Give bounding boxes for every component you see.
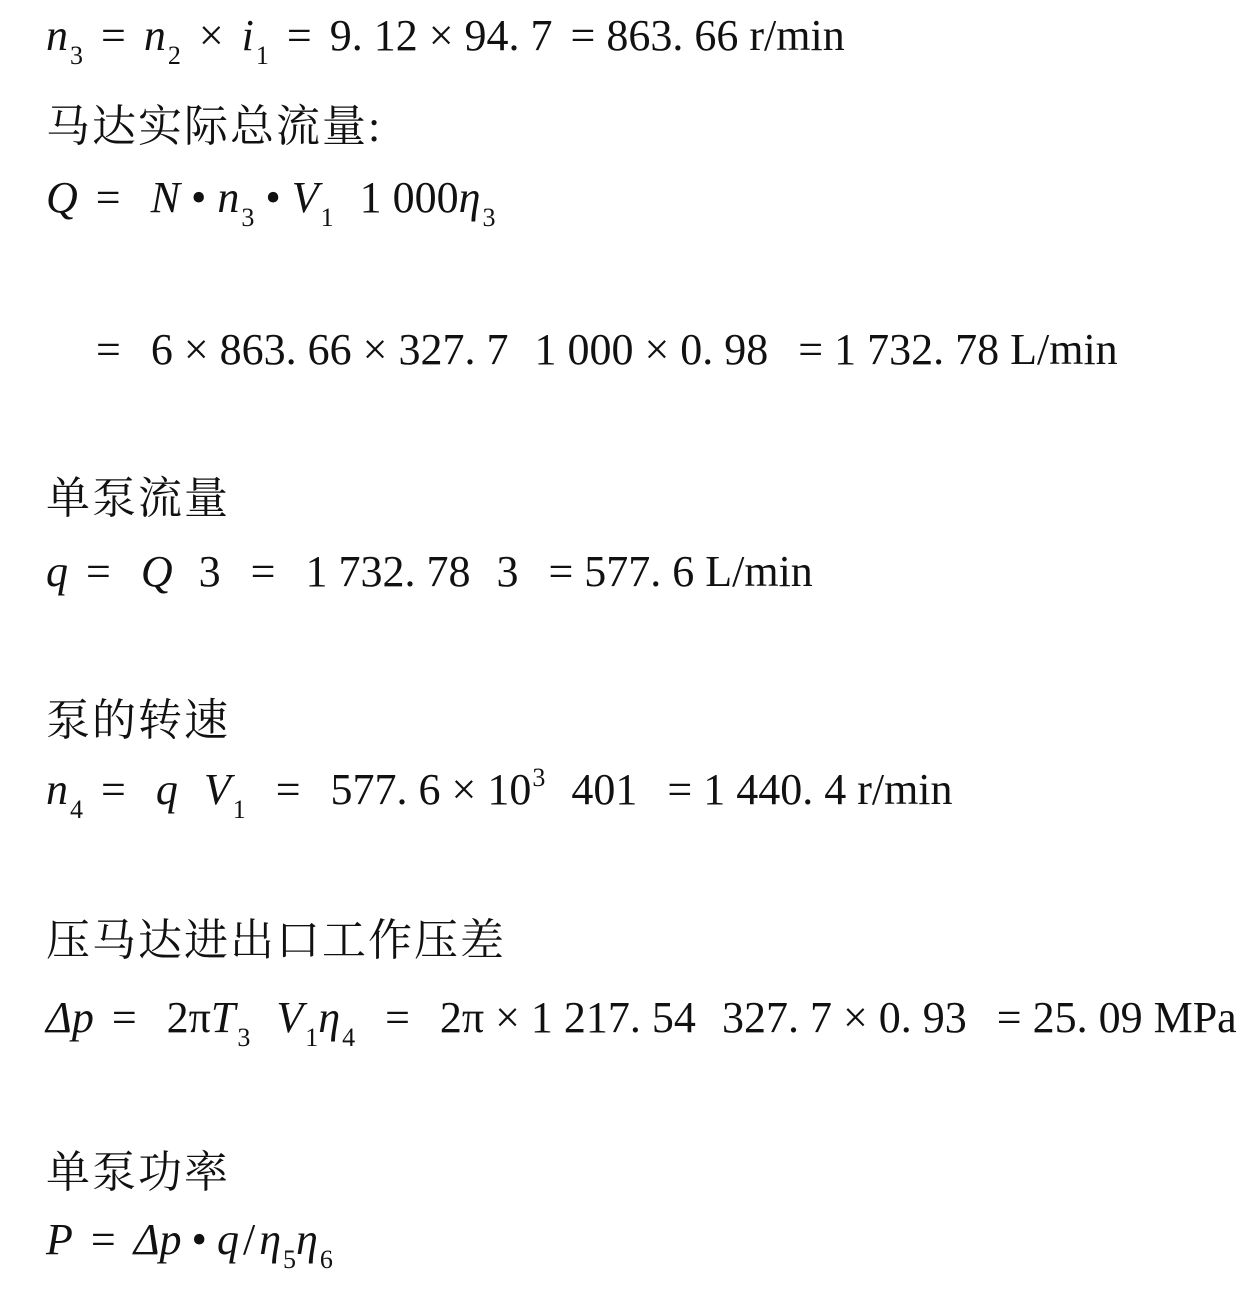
var-eta6: η6: [296, 1215, 333, 1274]
fraction-Q-over-3: [139, 546, 223, 598]
equation-Q-numeric: [96, 324, 1118, 376]
var-i1: i1: [241, 11, 269, 70]
numeric-expression: 9. 12 × 94. 7: [329, 11, 553, 60]
result: = 25. 09 MPa: [996, 993, 1237, 1043]
heading-total-flow: 马达实际总流量:: [46, 102, 383, 151]
slash-operator: /: [242, 1215, 256, 1264]
result: = 577. 6 L/min: [548, 547, 813, 597]
denominator: V1: [203, 765, 246, 824]
equals-sign: =: [96, 325, 121, 375]
numerator: 2πT3: [166, 993, 251, 1052]
numerator: 6 × 863. 66 × 327. 7: [150, 325, 509, 374]
denominator: 3: [496, 547, 519, 596]
numerator: 1 732. 78: [305, 547, 471, 596]
equation-n3: [46, 10, 845, 70]
equation-q: [46, 546, 813, 598]
denominator: 1 000 × 0. 98: [534, 325, 769, 374]
equals-sign: =: [90, 1215, 116, 1264]
var-q: q: [216, 1215, 239, 1264]
result: = 863. 66 r/min: [570, 11, 845, 60]
times-sign: ×: [198, 11, 224, 60]
fraction-numeric: [438, 992, 969, 1044]
denominator: 401: [571, 765, 638, 814]
fraction-numeric: [329, 764, 640, 816]
fraction-Q-numeric: [149, 324, 770, 376]
equation-n4: [46, 763, 953, 825]
var-n3: n3: [46, 11, 83, 70]
fraction-Q: [149, 172, 498, 232]
fraction-q-over-V1: [154, 764, 248, 824]
equals-sign: =: [101, 765, 126, 815]
var-n4: n4: [46, 765, 83, 825]
denominator: V1η4: [276, 993, 356, 1052]
equals-sign: =: [95, 173, 121, 223]
fraction-numeric: [303, 546, 520, 598]
numerator: 2π × 1 217. 54: [439, 993, 696, 1042]
equation-delta-p: [46, 992, 1237, 1052]
equation-Q: [46, 172, 508, 232]
heading-pressure-diff: 压马达进出口工作压差: [46, 916, 506, 965]
equals-sign: =: [286, 11, 312, 60]
var-delta-p: Δp: [46, 993, 94, 1043]
equals-sign: =: [275, 765, 301, 815]
var-eta5: η5: [259, 1215, 297, 1274]
equals-sign: =: [86, 547, 111, 597]
denominator: 3: [198, 547, 221, 596]
var-Q: Q: [46, 173, 78, 223]
denominator: 327. 7 × 0. 93: [721, 993, 967, 1042]
equals-sign: =: [250, 547, 276, 597]
fraction-2piT-over-Veta: [165, 992, 357, 1052]
numerator: Q: [140, 547, 173, 596]
numerator: N • n3 • V1: [150, 173, 334, 232]
numerator: 577. 6 × 103: [330, 763, 546, 814]
heading-single-pump-flow: 单泵流量: [46, 474, 230, 523]
result: = 1 732. 78 L/min: [798, 325, 1118, 375]
result: = 1 440. 4 r/min: [667, 765, 953, 815]
denominator: 1 000η3: [359, 173, 496, 232]
equals-sign: =: [385, 993, 410, 1043]
var-delta-p: Δp: [133, 1215, 182, 1264]
equation-P: [46, 1214, 333, 1274]
equals-sign: =: [101, 11, 126, 60]
dot-operator: •: [191, 1215, 207, 1264]
equals-sign: =: [111, 993, 137, 1043]
heading-pump-speed: 泵的转速: [46, 696, 230, 745]
numerator: q: [155, 765, 178, 814]
var-n2: n2: [143, 11, 181, 70]
var-P: P: [46, 1215, 73, 1264]
heading-single-pump-power: 单泵功率: [46, 1148, 230, 1197]
var-q: q: [46, 547, 68, 597]
